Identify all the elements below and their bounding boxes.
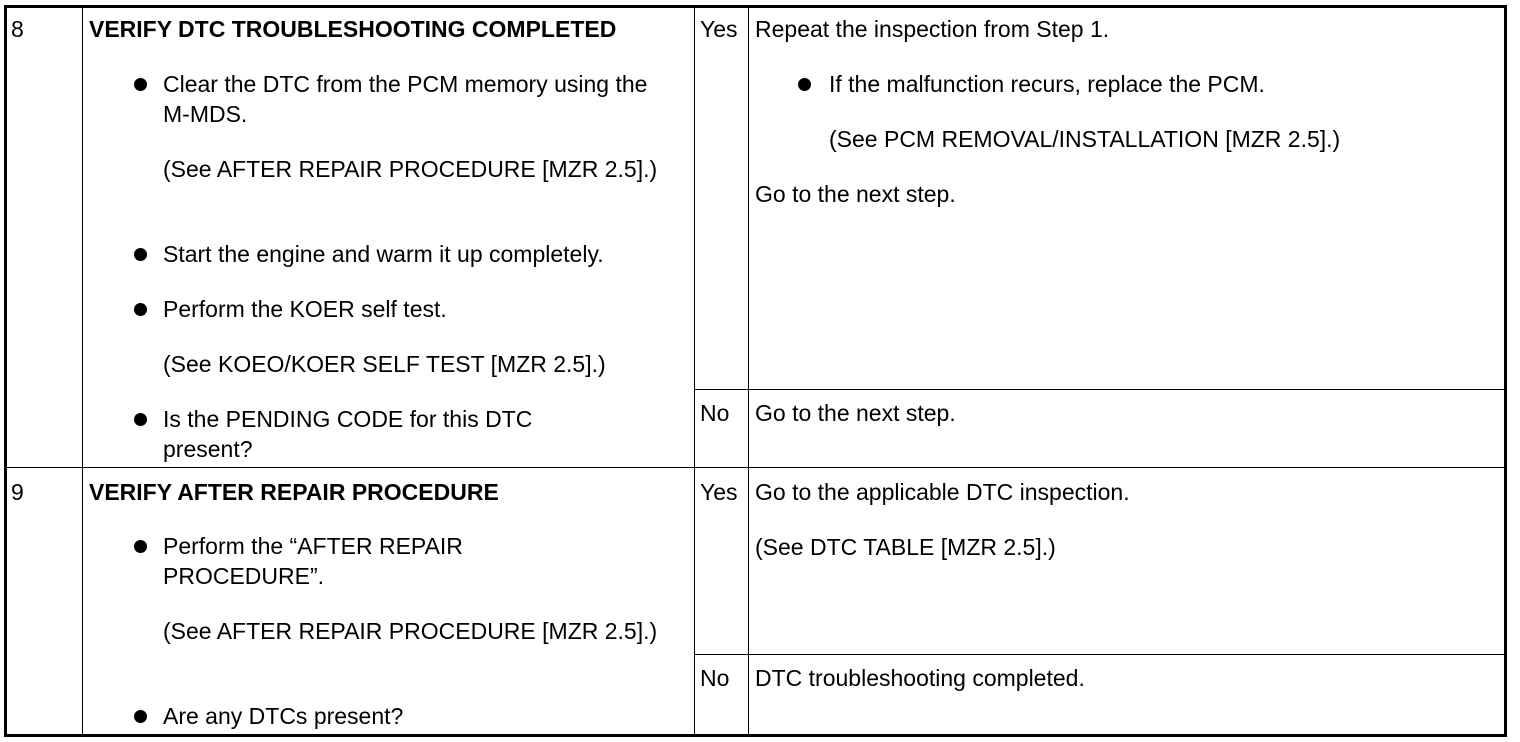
table-border-bottom <box>4 734 1507 737</box>
column-divider-action <box>694 5 695 737</box>
action-text: Start the engine and warm it up completely. <box>163 241 604 267</box>
bullet-icon <box>134 248 147 261</box>
table-border-right <box>1504 5 1507 737</box>
bullet-icon <box>134 303 147 316</box>
no-label: No <box>700 400 730 426</box>
result-text: If the malfunction recurs, replace the PCM. <box>829 71 1265 97</box>
action-text: Perform the KOER self test. <box>163 296 447 322</box>
bullet-icon <box>134 413 147 426</box>
yes-label: Yes <box>700 16 738 42</box>
bullet-icon <box>798 78 811 91</box>
yes-no-divider-step8 <box>694 389 1506 390</box>
question-text: Are any DTCs present? <box>163 703 404 729</box>
column-divider-result <box>748 5 749 737</box>
action-text: Perform the “AFTER REPAIR PROCEDURE”. <box>163 533 463 589</box>
yes-label: Yes <box>700 479 738 505</box>
step-title: VERIFY AFTER REPAIR PROCEDURE <box>89 479 499 505</box>
table-border-left <box>4 5 7 737</box>
bullet-icon <box>134 540 147 553</box>
step-number: 9 <box>11 479 24 505</box>
reference-text: (See KOEO/KOER SELF TEST [MZR 2.5].) <box>163 351 606 377</box>
reference-text: (See PCM REMOVAL/INSTALLATION [MZR 2.5].) <box>829 126 1341 152</box>
reference-text: (See DTC TABLE [MZR 2.5].) <box>755 534 1056 560</box>
no-label: No <box>700 665 730 691</box>
bullet-icon <box>134 78 147 91</box>
step-title: VERIFY DTC TROUBLESHOOTING COMPLETED <box>89 16 617 42</box>
reference-text: (See AFTER REPAIR PROCEDURE [MZR 2.5].) <box>163 618 658 644</box>
result-text: Repeat the inspection from Step 1. <box>755 16 1110 42</box>
result-text: Go to the applicable DTC inspection. <box>755 479 1130 505</box>
row-divider <box>4 467 1507 468</box>
action-text: Clear the DTC from the PCM memory using the M-MDS. <box>163 71 648 127</box>
bullet-icon <box>134 710 147 723</box>
reference-text: (See AFTER REPAIR PROCEDURE [MZR 2.5].) <box>163 156 658 182</box>
column-divider-step <box>82 5 83 737</box>
result-text: Go to the next step. <box>755 181 956 207</box>
table-border-top <box>4 5 1507 8</box>
result-text: Go to the next step. <box>755 400 956 426</box>
yes-no-divider-step9 <box>694 654 1506 655</box>
result-text: DTC troubleshooting completed. <box>755 665 1085 691</box>
question-text: Is the PENDING CODE for this DTC present? <box>163 406 533 462</box>
step-number: 8 <box>11 16 24 42</box>
